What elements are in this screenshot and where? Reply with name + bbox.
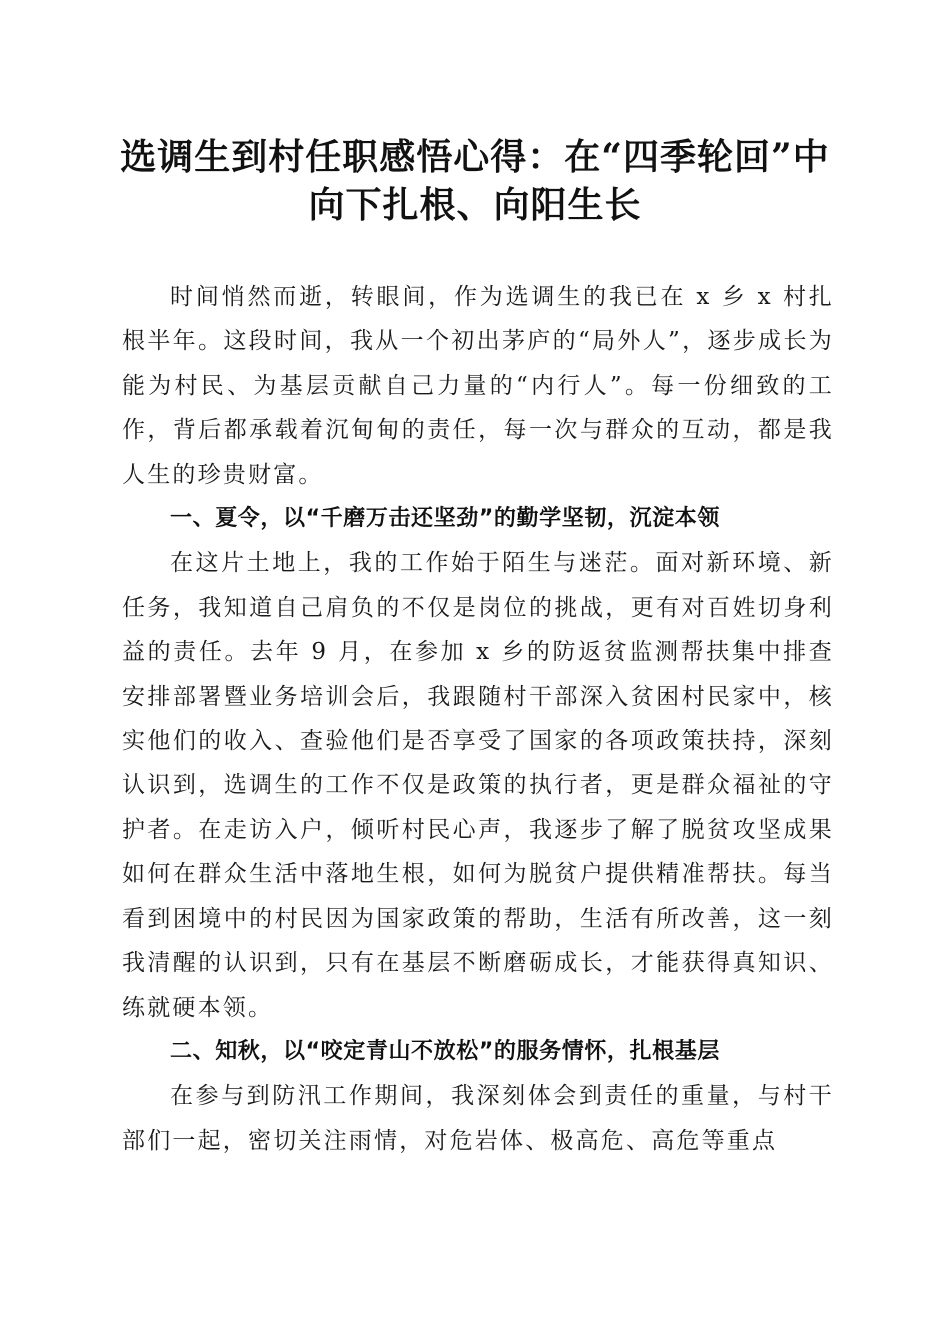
section-2-paragraph: 在参与到防汛工作期间，我深刻体会到责任的重量，与村干部们一起，密切关注雨情，对危岩体、极高危、高危等重点	[122, 1083, 834, 1154]
document-title	[110, 133, 840, 229]
section-1-heading: 一、夏令，以“千磨万击还坚劲”的勤学坚韧，沉淀本领	[170, 506, 720, 532]
title-line-1: 选调生到村任职感悟心得：在“四季轮回”中	[120, 136, 830, 178]
section-2-heading: 二、知秋，以“咬定青山不放松”的服务情怀，扎根基层	[170, 1038, 720, 1064]
title-line-2: 向下扎根、向阳生长	[308, 184, 642, 226]
section-1-paragraph: 在这片土地上，我的工作始于陌生与迷茫。面对新环境、新任务，我知道自己肩负的不仅是岗位的挑战，更有对百姓切身利益的责任。去年 9 月，在参加 x 乡的防返贫监测帮扶集中排查安排部署暨业务培训会后，我跟随村干部深入贫困村民家中，核实他们的收入、查验他们是否享受了国家的各项政策扶持，深刻认识到，选调生的工作不仅是政策的执行者，更是群众福祉的守护者。在走访入户，倾听村民心声，我逐步了解了脱贫攻坚成果如何在群众生活中落地生根，如何为脱贫户提供精准帮扶。每当看到困境中的村民因为国家政策的帮助，生活有所改善，这一刻我清醒的认识到，只有在基层不断磨砺成长，才能获得真知识、练就硬本领。	[122, 550, 834, 1021]
intro-paragraph: 时间悄然而逝，转眼间，作为选调生的我已在 x 乡 x 村扎根半年。这段时间，我从一个初出茅庐的“局外人”，逐步成长为能为村民、为基层贡献自己力量的“内行人”。每一份细致的工作，背后都承载着沉甸甸的责任，每一次与群众的互动，都是我人生的珍贵财富。	[122, 284, 834, 488]
document-body	[122, 275, 834, 1163]
